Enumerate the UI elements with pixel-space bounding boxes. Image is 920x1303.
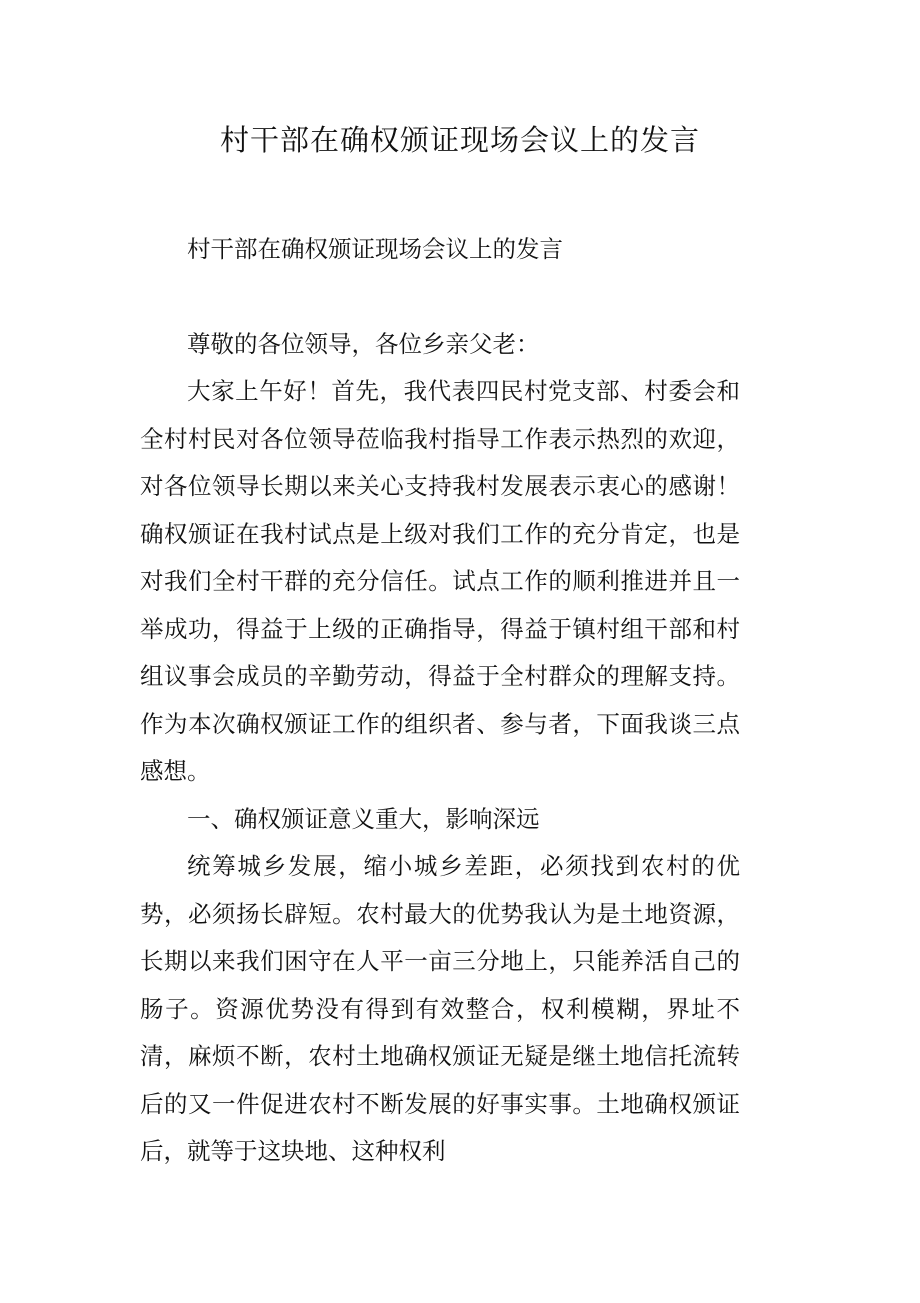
paragraph-intro: 大家上午好！首先，我代表四民村党支部、村委会和全村村民对各位领导莅临我村指导工作表示热烈的欢迎，对各位领导长期以来关心支持我村发展表示衷心的感谢！确权颁证在我村试点是上级对我们工作的充分肯定，也是对我们全村干群的充分信任。试点工作的顺利推进并且一举成功，得益于上级的正确指导，得益于镇村组干部和村组议事会成员的辛勤劳动，得益于全村群众的理解支持。作为本次确权颁证工作的组织者、参与者，下面我谈三点感想。 bbox=[140, 377, 740, 785]
section-heading: 一、确权颁证意义重大，影响深远 bbox=[187, 804, 540, 833]
greeting: 尊敬的各位领导，各位乡亲父老： bbox=[187, 329, 540, 358]
document-title: 村干部在确权颁证现场会议上的发言 bbox=[219, 123, 700, 157]
document-body bbox=[140, 226, 740, 1176]
paragraph-section-1: 统筹城乡发展，缩小城乡差距，必须找到农村的优势，必须扬长辟短。农村最大的优势我认为是土地资源，长期以来我们困守在人平一亩三分地上，只能养活自己的肠子。资源优势没有得到有效整合，权利模糊，界址不清，麻烦不断，农村土地确权颁证无疑是继土地信托流转后的又一件促进农村不断发展的好事实事。土地确权颁证后，就等于这块地、这种权利 bbox=[140, 852, 740, 1165]
document-subtitle: 村干部在确权颁证现场会议上的发言 bbox=[187, 235, 563, 263]
